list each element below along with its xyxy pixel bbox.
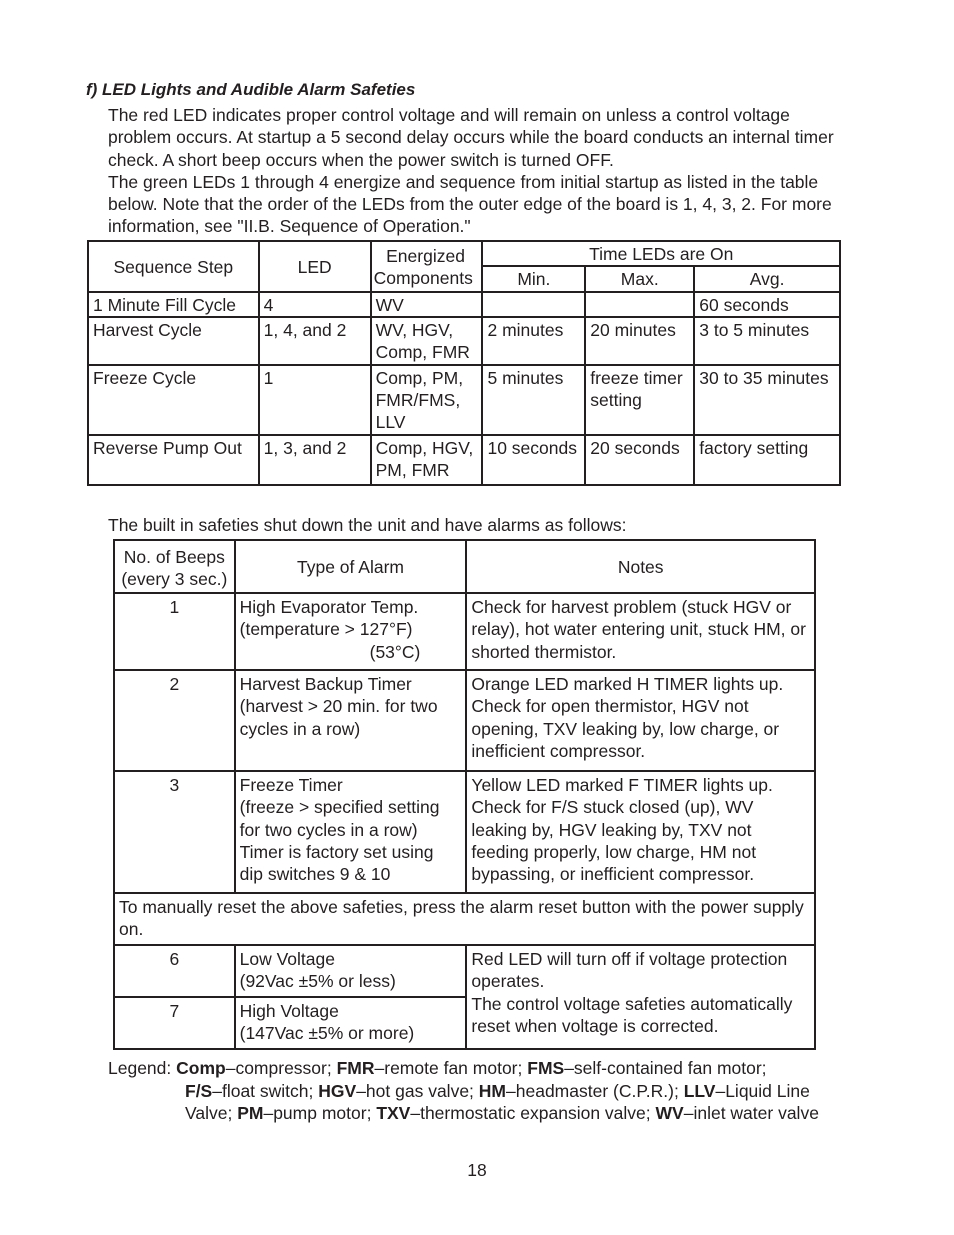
legend-abbr: HM [478, 1080, 507, 1101]
cell-step: Reverse Pump Out [88, 435, 259, 485]
alarm-type-line: High Voltage [239, 1001, 339, 1021]
voltage-note-line: The control voltage safeties automatically reset when voltage is corrected. [471, 993, 793, 1036]
cell-avg: 30 to 35 minutes [694, 365, 840, 435]
alarm-type-line: Timer is factory set using dip switches 9 & 10 [239, 841, 434, 885]
header-notes: Notes [466, 540, 815, 593]
cell-alarm-type [235, 997, 467, 1049]
alarm-type-line: (92Vac ±5% or less) [239, 971, 396, 992]
legend-desc: –self-contained fan motor; [564, 1058, 767, 1078]
legend-line [108, 1057, 828, 1080]
legend-abbr: F/S [185, 1080, 213, 1101]
intro-text [108, 104, 848, 238]
alarm-type-line: (temperature > 127°F) [239, 619, 413, 640]
section-heading: f) LED Lights and Audible Alarm Safeties [86, 80, 416, 99]
cell-max: freeze timer setting [585, 365, 694, 435]
cell-max [585, 292, 694, 317]
alarm-type-line: High Evaporator Temp. [239, 597, 419, 617]
page-number: 18 [467, 1160, 487, 1180]
header-beeps-line: No. of Beeps [123, 546, 225, 567]
cell-beeps: 3 [114, 771, 235, 893]
alarm-type-line: Freeze Timer [239, 775, 343, 795]
cell-components: WV [371, 292, 483, 317]
header-components-line: Components [373, 267, 473, 288]
led-sequence-table [87, 240, 841, 486]
table-row [88, 317, 840, 365]
reset-note: To manually reset the above safeties, press the alarm reset button with the power supply on. [114, 893, 815, 945]
cell-notes: Check for harvest problem (stuck HGV or relay), hot water entering unit, stuck HM, or shorted thermistor. [466, 593, 815, 670]
alarm-type-line: (freeze > specified setting for two cycles in a row) [239, 797, 440, 840]
header-sequence-step: Sequence Step [88, 241, 259, 292]
cell-max: 20 seconds [585, 435, 694, 485]
table-header-row [88, 241, 840, 266]
header-avg: Avg. [694, 266, 840, 291]
header-led: LED [259, 241, 371, 292]
cell-min: 5 minutes [482, 365, 585, 435]
cell-beeps: 6 [114, 945, 235, 997]
header-max: Max. [585, 266, 694, 291]
cell-components: Comp, PM, FMR/FMS, LLV [371, 365, 483, 435]
alarm-type-line: Harvest Backup Timer [239, 674, 412, 694]
safeties-intro: The built in safeties shut down the unit and have alarms as follows: [108, 515, 627, 535]
header-type-of-alarm: Type of Alarm [235, 540, 467, 593]
legend-desc: –headmaster (C.P.R.); [506, 1080, 679, 1101]
header-energized-line: Energized [386, 245, 465, 266]
legend-abbr: FMS [527, 1058, 565, 1078]
intro-paragraph-red-led: The red LED indicates proper control voltage and will remain on unless a control voltage problem occurs. At startup a 5 second delay occurs while the board conducts an internal timer check. A short beep occurs when the power switch is turned OFF. [108, 105, 834, 170]
legend-continued [108, 1080, 828, 1125]
header-energized-components [371, 241, 483, 292]
alarm-type-line: (53°C) [369, 641, 421, 662]
intro-paragraph-green-leds: The green LEDs 1 through 4 energize and sequence from initial startup as listed in the table below. Note that the order of the LEDs from the outer edge of the board is 1, 4, 3, 2. For more information, see "II.B. Sequence of Operation." [108, 171, 832, 237]
table-row [114, 771, 815, 893]
header-time-leds-on: Time LEDs are On [482, 241, 840, 266]
alarm-type-line: Low Voltage [239, 949, 335, 969]
cell-beeps: 2 [114, 670, 235, 771]
cell-alarm-type [235, 593, 467, 670]
legend-abbr: WV [655, 1103, 684, 1123]
cell-components: WV, HGV, Comp, FMR [371, 317, 483, 365]
legend-abbr: FMR [336, 1058, 375, 1078]
legend-abbr: Comp [176, 1058, 226, 1078]
header-no-of-beeps [114, 540, 235, 593]
alarm-safeties-table [113, 539, 816, 1050]
cell-alarm-type [235, 945, 467, 997]
cell-led: 1, 4, and 2 [259, 317, 371, 365]
cell-alarm-type [235, 670, 467, 771]
cell-avg: factory setting [694, 435, 840, 485]
cell-max: 20 minutes [585, 317, 694, 365]
legend-desc: –pump motor; [263, 1103, 372, 1123]
legend-desc: –hot gas valve; [356, 1080, 474, 1101]
legend-desc: –thermostatic expansion valve; [410, 1103, 651, 1123]
table-row [88, 435, 840, 485]
header-min: Min. [482, 266, 585, 291]
alarm-type-line: (harvest > 20 min. for two cycles in a row) [239, 696, 438, 739]
cell-led: 1 [259, 365, 371, 435]
cell-notes: Orange LED marked H TIMER lights up. Check for open thermistor, HGV not opening, TXV leaking by, low charge, or inefficient compressor. [466, 670, 815, 771]
legend-desc: –compressor; [225, 1058, 332, 1078]
legend-abbr: TXV [376, 1103, 411, 1123]
table-row [114, 593, 815, 670]
cell-beeps: 1 [114, 593, 235, 670]
table-header-row [114, 540, 815, 593]
table-row [88, 292, 840, 317]
legend-label: Legend: [108, 1058, 172, 1078]
legend-desc: –remote fan motor; [374, 1058, 523, 1078]
legend-desc: –inlet water valve [683, 1103, 819, 1123]
legend [108, 1057, 828, 1125]
legend-desc: –Liquid Line Valve; [185, 1080, 810, 1123]
cell-step: 1 Minute Fill Cycle [88, 292, 259, 317]
cell-beeps: 7 [114, 997, 235, 1049]
cell-avg: 3 to 5 minutes [694, 317, 840, 365]
cell-min [482, 292, 585, 317]
table-row [114, 670, 815, 771]
cell-alarm-type [235, 771, 467, 893]
legend-abbr: PM [237, 1103, 264, 1123]
header-beeps-interval: (every 3 sec.) [121, 568, 228, 589]
cell-min: 2 minutes [482, 317, 585, 365]
cell-avg: 60 seconds [694, 292, 840, 317]
cell-led: 4 [259, 292, 371, 317]
legend-abbr: LLV [683, 1080, 716, 1101]
cell-led: 1, 3, and 2 [259, 435, 371, 485]
cell-components: Comp, HGV, PM, FMR [371, 435, 483, 485]
voltage-note-line: Red LED will turn off if voltage protection operates. [471, 949, 788, 992]
cell-voltage-notes [466, 945, 815, 1049]
cell-step: Freeze Cycle [88, 365, 259, 435]
cell-min: 10 seconds [482, 435, 585, 485]
table-row [114, 945, 815, 997]
cell-step: Harvest Cycle [88, 317, 259, 365]
alarm-type-line: (147Vac ±5% or more) [239, 1023, 415, 1044]
cell-notes: Yellow LED marked F TIMER lights up. Check for F/S stuck closed (up), WV leaking by, HGV leaking by, TXV not feeding properly, low charge, HM not bypassing, or inefficient compressor. [466, 771, 815, 893]
legend-abbr: HGV [318, 1080, 357, 1101]
table-row [88, 365, 840, 435]
table-row [114, 893, 815, 945]
legend-desc: –float switch; [212, 1080, 314, 1101]
